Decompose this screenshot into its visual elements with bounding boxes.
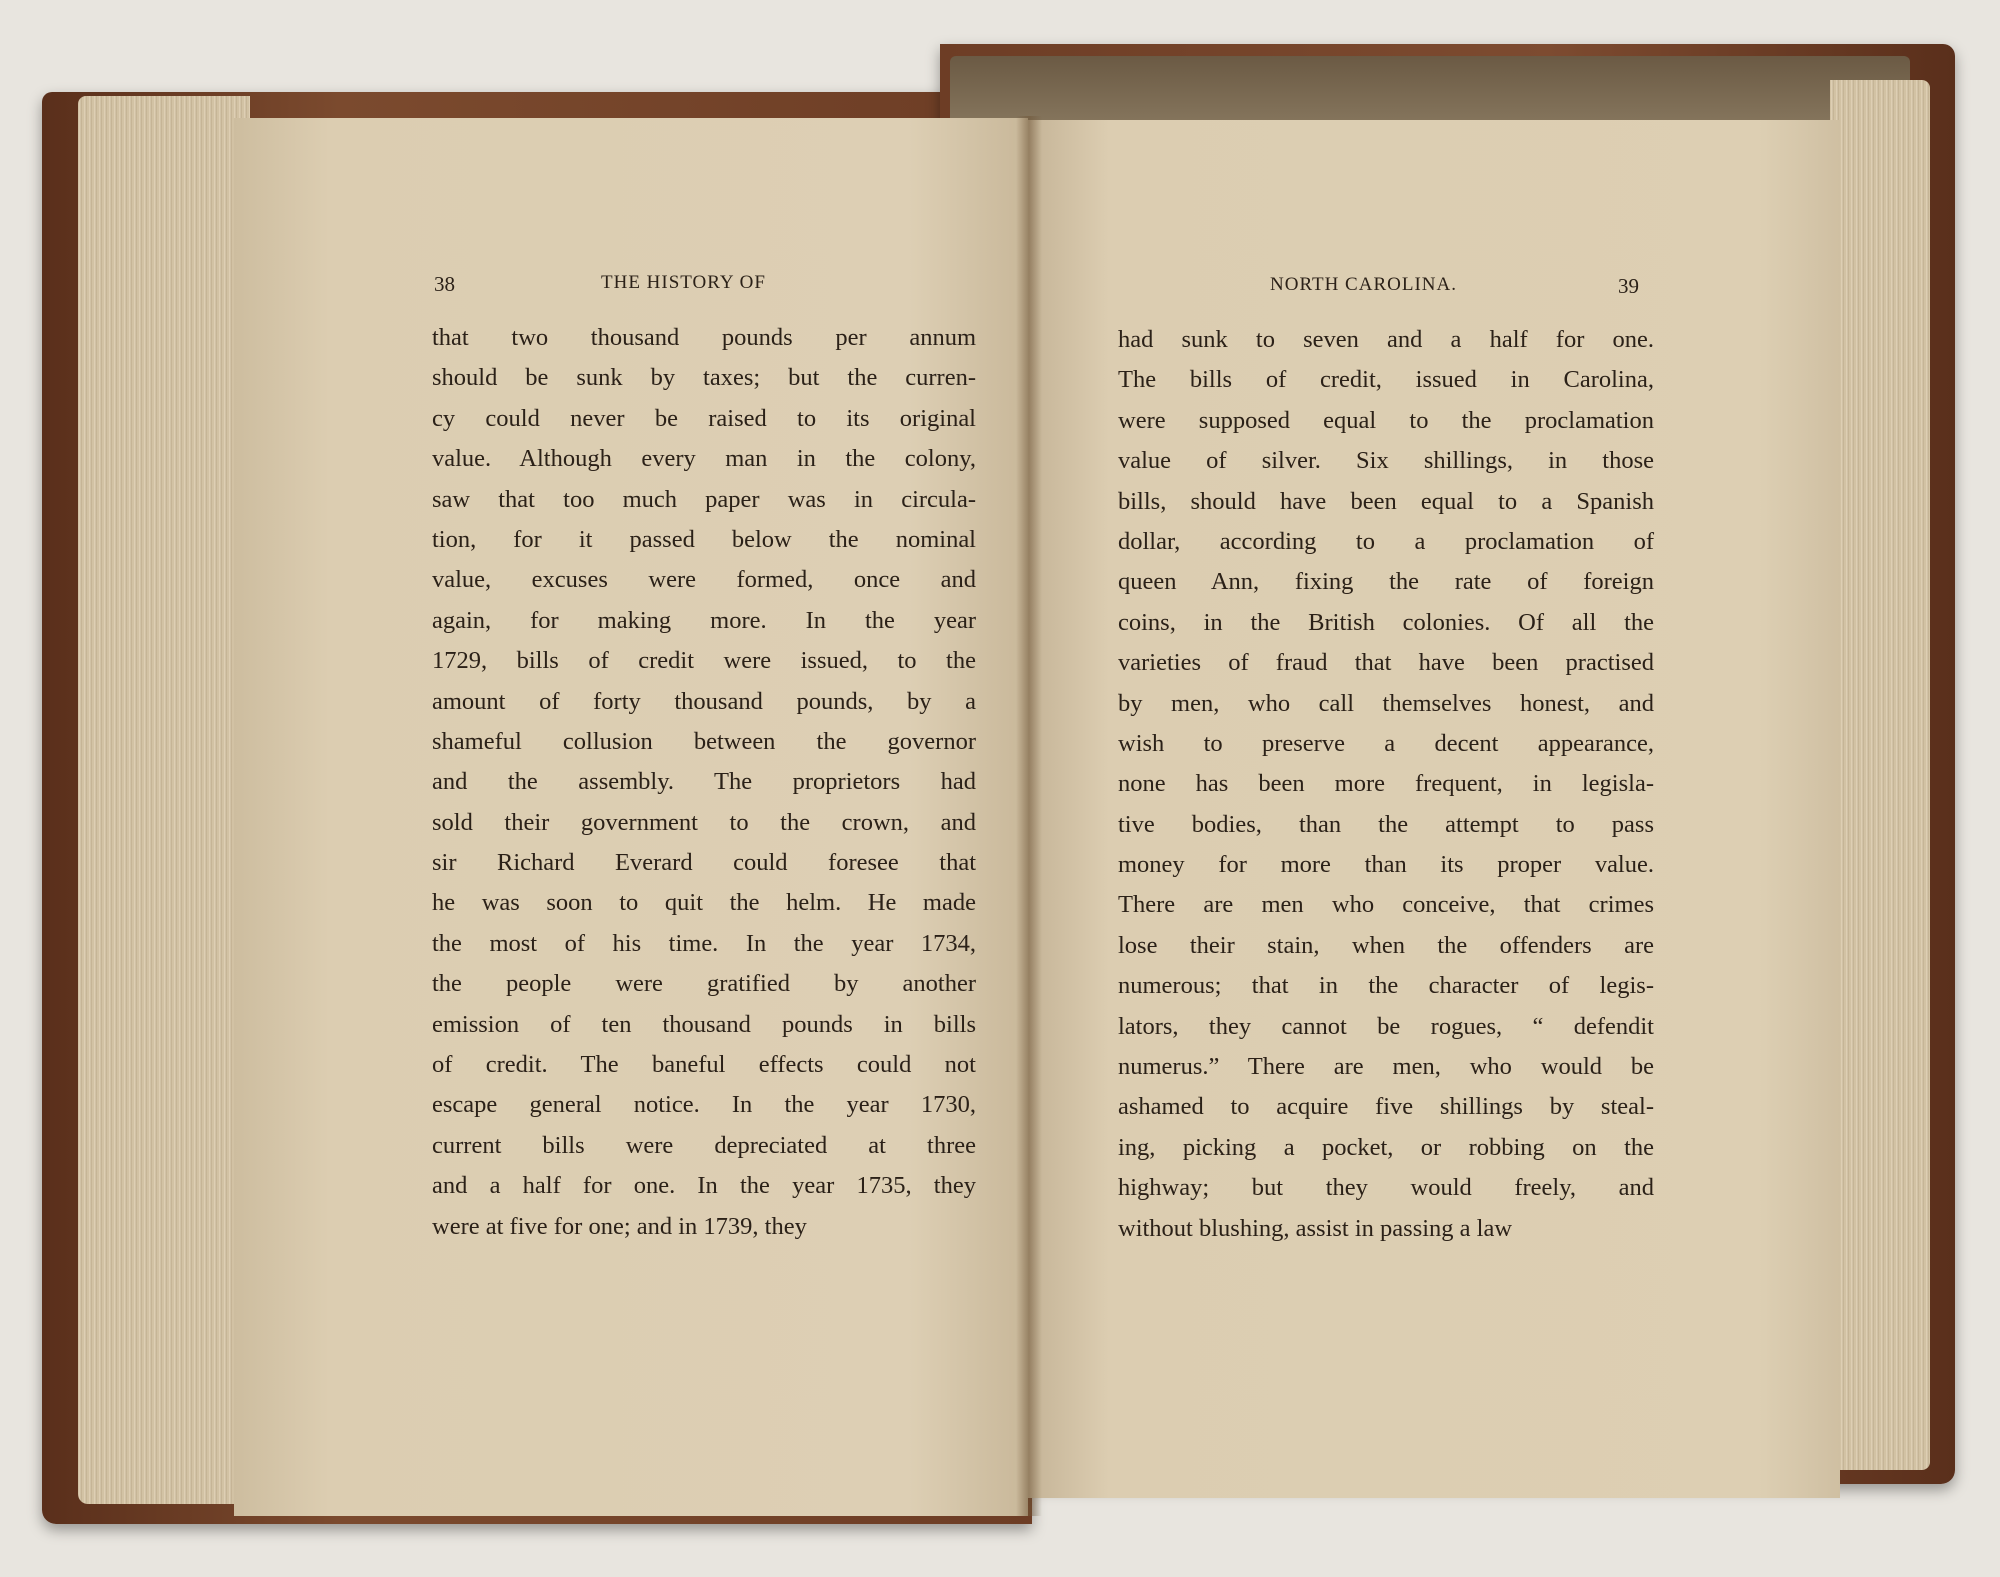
text-line: and a half for one. In the year 1735, they — [432, 1172, 976, 1200]
text-line: amount of forty thousand pounds, by a — [432, 687, 976, 715]
text-line: tive bodies, than the attempt to pass — [1118, 810, 1654, 838]
text-line: current bills were depreciated at three — [432, 1131, 976, 1159]
book-gutter — [1016, 116, 1042, 1516]
text-line: emission of ten thousand pounds in bills — [432, 1010, 976, 1038]
text-line: without blushing, assist in passing a law — [1118, 1214, 1513, 1242]
left-running-head: THE HISTORY OF — [601, 272, 766, 293]
text-line: sold their government to the crown, and — [432, 808, 976, 836]
text-line: lators, they cannot be rogues, “ defendit — [1118, 1012, 1654, 1040]
text-line: should be sunk by taxes; but the curren- — [432, 364, 976, 392]
text-line: sir Richard Everard could foresee that — [432, 849, 976, 877]
left-page — [234, 118, 1028, 1516]
page-edges-left — [78, 96, 250, 1504]
text-line: 1729, bills of credit were issued, to the — [432, 647, 976, 675]
text-line: cy could never be raised to its original — [432, 404, 976, 432]
text-line: the people were gratified by another — [432, 970, 976, 998]
text-line: ing, picking a pocket, or robbing on the — [1118, 1133, 1654, 1161]
text-line: The bills of credit, issued in Carolina, — [1118, 366, 1654, 394]
text-line: he was soon to quit the helm. He made — [432, 889, 976, 917]
text-line: by men, who call themselves honest, and — [1118, 689, 1654, 717]
text-line: ashamed to acquire five shillings by steal- — [1118, 1093, 1654, 1121]
text-line: had sunk to seven and a half for one. — [1118, 326, 1654, 353]
text-line: bills, should have been equal to a Spanish — [1118, 487, 1654, 515]
text-line: of credit. The baneful effects could not — [432, 1051, 976, 1079]
text-line: were supposed equal to the proclamation — [1118, 406, 1654, 434]
text-line: lose their stain, when the offenders are — [1118, 931, 1654, 959]
text-line: saw that too much paper was in circula- — [432, 485, 976, 513]
text-line: money for more than its proper value. — [1118, 851, 1654, 879]
right-page-number: 39 — [1618, 274, 1639, 298]
text-line: wish to preserve a decent appearance, — [1118, 729, 1654, 757]
left-page-number: 38 — [434, 272, 455, 296]
text-line: varieties of fraud that have been practised — [1118, 649, 1654, 677]
text-line: again, for making more. In the year — [432, 606, 976, 634]
text-line: coins, in the British colonies. Of all the — [1118, 608, 1654, 636]
text-line: shameful collusion between the governor — [432, 727, 976, 755]
text-line: that two thousand pounds per annum — [432, 324, 976, 351]
text-line: There are men who conceive, that crimes — [1118, 891, 1654, 919]
text-line: numerous; that in the character of legis- — [1118, 972, 1654, 1000]
right-page — [1028, 120, 1840, 1498]
text-line: escape general notice. In the year 1730, — [432, 1091, 976, 1119]
text-line: highway; but they would freely, and — [1118, 1174, 1654, 1202]
text-line: were at five for one; and in 1739, they — [432, 1212, 807, 1240]
text-line: queen Ann, fixing the rate of foreign — [1118, 568, 1654, 596]
text-line: and the assembly. The proprietors had — [432, 768, 976, 796]
text-line: value. Although every man in the colony, — [432, 445, 976, 473]
right-page-text — [1118, 320, 1654, 1249]
text-line: dollar, according to a proclamation of — [1118, 527, 1654, 555]
text-line: tion, for it passed below the nominal — [432, 525, 976, 553]
text-line: value of silver. Six shillings, in those — [1118, 447, 1654, 475]
text-line: numerus.” There are men, who would be — [1118, 1053, 1654, 1081]
text-line: value, excuses were formed, once and — [432, 566, 976, 594]
text-line: the most of his time. In the year 1734, — [432, 929, 976, 957]
text-line: none has been more frequent, in legisla- — [1118, 770, 1654, 798]
left-page-text — [432, 318, 976, 1247]
right-running-head: NORTH CAROLINA. — [1270, 274, 1457, 295]
page-edges-right — [1830, 80, 1930, 1470]
